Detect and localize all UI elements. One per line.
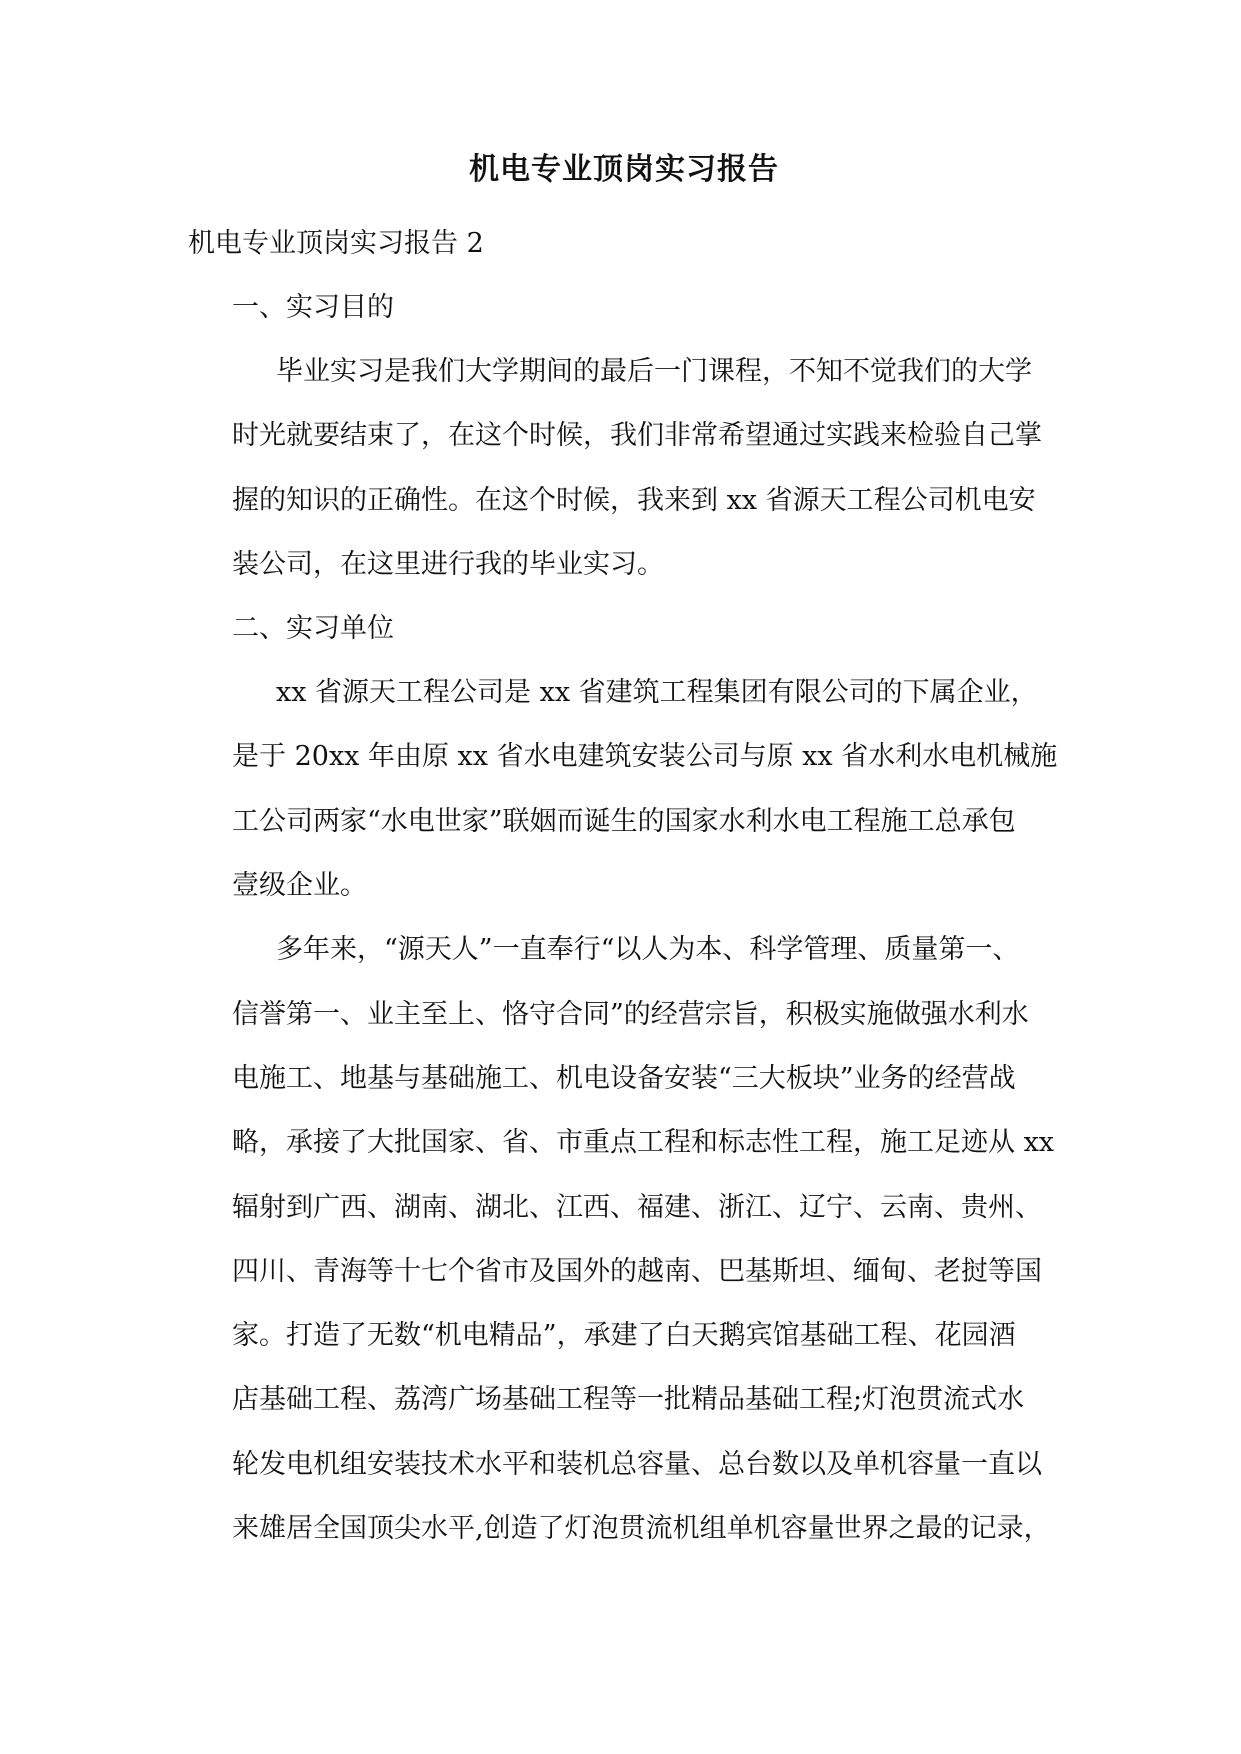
- paragraph-unit-history: [188, 918, 1060, 1561]
- document-subtitle: 机电专业顶岗实习报告 2: [188, 228, 484, 259]
- document-page: [188, 150, 1060, 1561]
- paragraph-unit-intro: [188, 661, 1060, 918]
- section-heading-unit: 二、实习单位: [232, 613, 394, 645]
- text-line: 辐射到广西、湖南、湖北、江西、福建、浙江、辽宁、云南、贵州、: [232, 1191, 1042, 1223]
- text-line: 信誉第一、业主至上、恪守合同”的经营宗旨，积极实施做强水利水: [232, 998, 1029, 1030]
- text-line: 握的知识的正确性。在这个时候，我来到 xx 省源天工程公司机电安: [232, 484, 1036, 516]
- section-heading-purpose: 一、实习目的: [232, 292, 394, 323]
- text-line: 电施工、地基与基础施工、机电设备安装“三大板块”业务的经营战: [232, 1062, 1016, 1094]
- text-line: 壹级企业。: [232, 870, 367, 902]
- text-line: 来雄居全国顶尖水平,创造了灯泡贯流机组单机容量世界之最的记录，: [232, 1513, 1051, 1545]
- text-line: 毕业实习是我们大学期间的最后一门课程，不知不觉我们的大学: [276, 356, 1032, 387]
- text-line: 多年来，“源天人”一直奉行“以人为本、科学管理、质量第一、: [276, 934, 1020, 966]
- text-line: 略，承接了大批国家、省、市重点工程和标志性工程，施工足迹从 xx: [232, 1127, 1055, 1159]
- text-line: 四川、青海等十七个省市及国外的越南、巴基斯坦、缅甸、老挝等国: [232, 1255, 1042, 1287]
- text-line: 装公司，在这里进行我的毕业实习。: [232, 548, 664, 580]
- document-title: 机电专业顶岗实习报告: [469, 152, 779, 187]
- text-line: 轮发电机组安装技术水平和装机总容量、总台数以及单机容量一直以: [232, 1448, 1042, 1480]
- text-line: 店基础工程、荔湾广场基础工程等一批精品基础工程;灯泡贯流式水: [232, 1384, 1025, 1416]
- text-line: xx 省源天工程公司是 xx 省建筑工程集团有限公司的下属企业，: [276, 677, 1038, 709]
- paragraph-purpose: [188, 340, 1060, 597]
- text-line: 家。打造了无数“机电精品”，承建了白天鹅宾馆基础工程、花园酒: [232, 1320, 1016, 1352]
- text-line: 是于 20xx 年由原 xx 省水电建筑安装公司与原 xx 省水利水电机械施: [232, 741, 1058, 773]
- text-line: 工公司两家“水电世家”联姻而诞生的国家水利水电工程施工总承包: [232, 805, 1016, 837]
- text-line: 时光就要结束了，在这个时候，我们非常希望通过实践来检验自己掌: [232, 420, 1042, 452]
